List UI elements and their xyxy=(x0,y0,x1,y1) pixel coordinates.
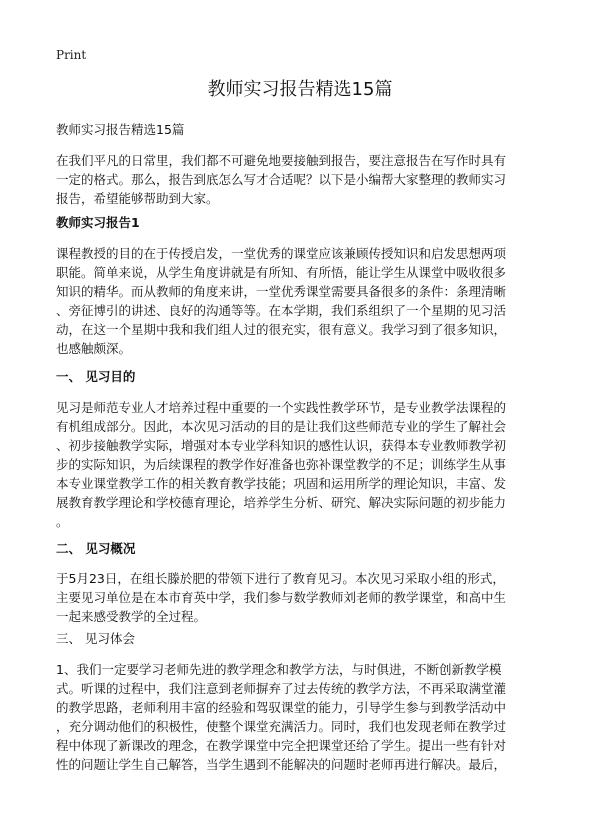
section2-paragraph xyxy=(56,569,546,626)
text-line: 、旁征博引的讲述、良好的沟通等等。在本学期，我们系组织了一个星期的见习活 xyxy=(56,303,507,318)
text-line: 步的实际知识，为后续课程的教学作好准备也弥补课堂教学的不足；训练学生从事 xyxy=(56,457,507,472)
text-line: 报告，希望能够帮助到大家。 xyxy=(56,191,219,206)
text-line: 式。听课的过程中，我们注意到老师摒弃了过去传统的教学方法，不再采取满堂灌 xyxy=(56,681,507,696)
section3-paragraph xyxy=(56,660,546,774)
section1-heading: 一、 见习目的 xyxy=(56,369,136,384)
report1-paragraph xyxy=(56,244,546,358)
text-line: 性的问题让学生自己解答，当学生遇到不能解决的问题时老师再进行解决。最后， xyxy=(56,757,507,772)
text-line: 。 xyxy=(56,514,69,529)
section3-heading: 三、 见习体会 xyxy=(56,631,135,646)
text-line: 见习是师范专业人才培养过程中重要的一个实践性教学环节，是专业教学法课程的 xyxy=(56,400,507,415)
text-line: 知识的精华。而从教师的角度来讲，一堂优秀课堂需要具备很多的条件：条理清晰 xyxy=(56,284,507,299)
text-line: 的教学思路，老师利用丰富的经验和驾驭课堂的能力，引导学生参与到教学活动中 xyxy=(56,700,507,715)
report1-heading: 教师实习报告1 xyxy=(56,215,140,230)
text-line: 一起来感受教学的全过程。 xyxy=(56,609,207,624)
text-line: ，充分调动他们的积极性，使整个课堂充满活力。同时，我们也发现老师在教学过 xyxy=(56,719,507,734)
text-line: 展教育教学理论和学校德育理论，培养学生分析、研究、解决实际问题的初步能力 xyxy=(56,495,507,510)
print-link[interactable]: Print xyxy=(56,48,87,62)
text-line: 职能。简单来说，从学生角度讲就是有所知、有所悟，能让学生从课堂中吸收很多 xyxy=(56,265,507,280)
section2-heading: 二、 见习概况 xyxy=(56,541,136,556)
text-line: 课程教授的目的在于传授启发，一堂优秀的课堂应该兼顾传授知识和启发思想两项 xyxy=(56,246,507,261)
text-line: 一定的格式。那么，报告到底怎么写才合适呢？以下是小编帮大家整理的教师实习 xyxy=(56,172,507,187)
text-line: 有机组成部分。因此，本次见习活动的目的是让我们这些师范专业的学生了解社会 xyxy=(56,419,507,434)
text-line: 主要见习单位是在本市育英中学，我们参与数学教师刘老师的教学课堂，和高中生 xyxy=(56,590,507,605)
text-line: 也感触颇深。 xyxy=(56,341,132,356)
text-line: 程中体现了新课改的理念，在教学课堂中完全把课堂还给了学生。提出一些有针对 xyxy=(56,738,507,753)
document-subtitle: 教师实习报告精选15篇 xyxy=(56,122,185,137)
text-line: 在我们平凡的日常里，我们都不可避免地要接触到报告，要注意报告在写作时具有 xyxy=(56,153,507,168)
text-line: 于5月23日，在组长滕於肥的带领下进行了教育见习。本次见习采取小组的形式， xyxy=(56,571,505,586)
text-line: 、初步接触教学实际，增强对本专业学科知识的感性认识，获得本专业教师教学初 xyxy=(56,438,507,453)
text-line: 1、我们一定要学习老师先进的教学理念和教学方法，与时俱进，不断创新教学模 xyxy=(56,662,502,677)
intro-paragraph xyxy=(56,151,546,208)
text-line: 本专业课堂教学工作的相关教育教学技能；巩固和运用所学的理论知识，丰富、发 xyxy=(56,476,507,491)
text-line: 动，在这一个星期中我和我们组人过的很充实，很有意义。我学习到了很多知识， xyxy=(56,322,507,337)
page-title: 教师实习报告精选15篇 xyxy=(207,79,393,100)
section1-paragraph xyxy=(56,398,546,531)
